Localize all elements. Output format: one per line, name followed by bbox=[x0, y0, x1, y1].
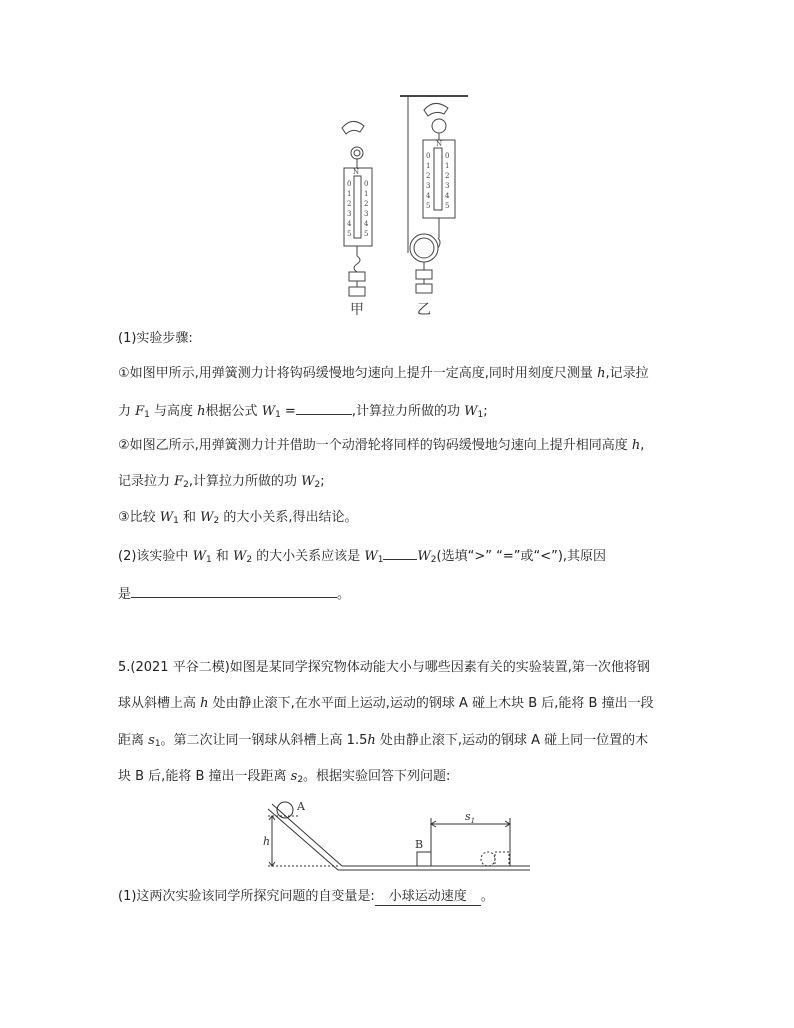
label-block-b: B bbox=[415, 838, 424, 851]
svg-text:0: 0 bbox=[426, 152, 431, 160]
svg-text:4: 4 bbox=[426, 192, 431, 200]
svg-text:1: 1 bbox=[426, 162, 431, 170]
svg-text:5: 5 bbox=[347, 230, 352, 238]
svg-text:0: 0 bbox=[347, 180, 352, 188]
label-ball-a: A bbox=[297, 800, 305, 813]
q4-part1-title: (1)实验步骤: bbox=[118, 331, 193, 346]
figure-label-jia: 甲 bbox=[350, 302, 364, 318]
svg-text:5: 5 bbox=[426, 202, 431, 210]
answer-blank-w1[interactable] bbox=[296, 402, 352, 415]
q5-line2: 球从斜槽上高 h 处由静止滚下,在水平面上运动,运动的钢球 A 碰上木块 B 后,能将 B 撞出一段 bbox=[118, 696, 654, 711]
q5-part1: (1)这两次实验该同学所探究问题的自变量是: 小球运动速度 。 bbox=[118, 889, 494, 904]
svg-text:0: 0 bbox=[364, 180, 369, 188]
svg-text:3: 3 bbox=[445, 182, 450, 190]
answer-independent-variable[interactable]: 小球运动速度 bbox=[375, 889, 481, 906]
svg-text:5: 5 bbox=[364, 230, 369, 238]
svg-text:4: 4 bbox=[364, 220, 369, 228]
q4-step2-line1: ②如图乙所示,用弹簧测力计并借助一个动滑轮将同样的钩码缓慢地匀速向上提升相同高度 h, bbox=[118, 438, 645, 453]
figure-label-yi: 乙 bbox=[417, 302, 431, 318]
q4-step1-line2: 力 $F_1$ 与高度 h根据公式 $W_1$ = ,计算拉力所做的功 $W_1$; bbox=[118, 404, 488, 420]
q4-step1-line1: ①如图甲所示,用弹簧测力计将钩码缓慢地匀速向上提升一定高度,同时用刻度尺测量 h,记录拉 bbox=[118, 366, 649, 381]
q4-part2-line2: 是 。 bbox=[118, 587, 351, 602]
q5-line3: 距离 $s_1$。第二次让同一钢球从斜槽上高 1.5h 处由静止滚下,运动的钢球 A 碰上同一位置的木 bbox=[118, 733, 649, 749]
answer-blank-reason[interactable] bbox=[131, 585, 337, 598]
svg-text:3: 3 bbox=[364, 210, 369, 218]
svg-text:4: 4 bbox=[347, 220, 352, 228]
svg-text:3: 3 bbox=[347, 210, 352, 218]
scale-unit-yi: N bbox=[436, 140, 443, 148]
svg-text:3: 3 bbox=[426, 182, 431, 190]
incline-figure bbox=[258, 796, 534, 878]
spring-scale-figure bbox=[320, 88, 470, 318]
label-height-h: h bbox=[263, 835, 271, 848]
q4-step2-line2: 记录拉力 $F_2$,计算拉力所做的功 $W_2$; bbox=[118, 474, 325, 490]
svg-text:2: 2 bbox=[426, 172, 431, 180]
svg-text:1: 1 bbox=[445, 162, 450, 170]
svg-text:1: 1 bbox=[347, 190, 352, 198]
q4-part2-line1: (2)该实验中 $W_1$ 和 $W_2$ 的大小关系应该是 $W_1$ $W_2$(选填“>” “=”或“<”),其原因 bbox=[118, 549, 607, 565]
svg-text:5: 5 bbox=[445, 202, 450, 210]
svg-text:2: 2 bbox=[347, 200, 352, 208]
answer-blank-compare[interactable] bbox=[383, 547, 417, 560]
scale-unit-jia: N bbox=[353, 168, 360, 176]
q5-line1: 5.(2021 平谷二模)如图是某同学探究物体动能大小与哪些因素有关的实验装置,第一次他将钢 bbox=[118, 660, 650, 675]
label-distance-s: $s_1$ bbox=[465, 810, 476, 825]
svg-text:4: 4 bbox=[445, 192, 450, 200]
q5-line4: 块 B 后,能将 B 撞出一段距离 $s_2$。根据实验回答下列问题: bbox=[118, 769, 451, 785]
svg-text:0: 0 bbox=[445, 152, 450, 160]
svg-text:2: 2 bbox=[364, 200, 369, 208]
svg-text:1: 1 bbox=[364, 190, 369, 198]
q4-step3: ③比较 $W_1$ 和 $W_2$ 的大小关系,得出结论。 bbox=[118, 510, 358, 526]
svg-text:2: 2 bbox=[445, 172, 450, 180]
